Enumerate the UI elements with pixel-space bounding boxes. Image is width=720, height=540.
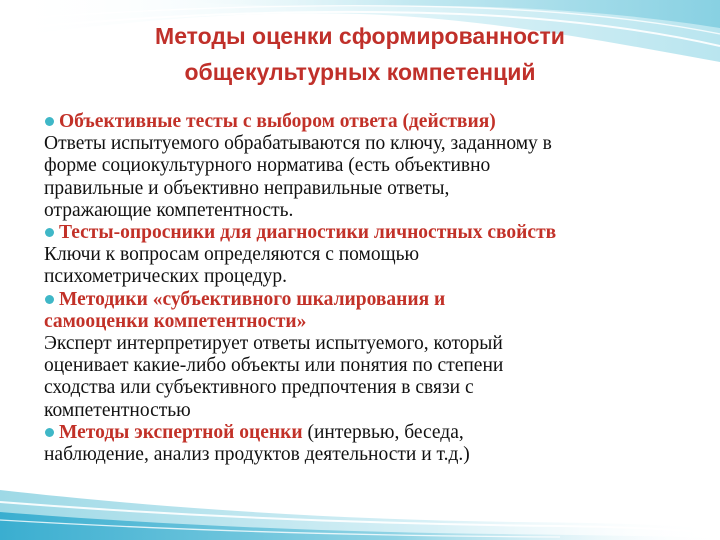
- item-heading: Методы экспертной оценки: [59, 421, 303, 443]
- item-heading: Тесты-опросники для диагностики личностных свойств: [59, 222, 557, 244]
- item-heading: самооценки компетентности»: [44, 310, 307, 332]
- bullet-icon: [45, 295, 54, 304]
- item-description-line: правильные и объективно неправильные ответы,: [44, 177, 450, 199]
- item-description-line: компетентностью: [44, 399, 191, 421]
- list-item: [44, 111, 694, 222]
- title-line: Методы оценки сформированности: [155, 23, 565, 49]
- item-heading: Методики «субъективного шкалирования и: [59, 288, 446, 310]
- item-description-line: Ответы испытуемого обрабатываются по ключу, заданному в: [44, 133, 552, 155]
- item-description-line: психометрических процедур.: [44, 266, 288, 288]
- bullet-icon: [45, 117, 54, 126]
- item-description-line: наблюдение, анализ продуктов деятельности и т.д.): [44, 444, 470, 466]
- list-item: [44, 222, 694, 289]
- item-description-line: Ключи к вопросам определяются с помощью: [44, 244, 420, 266]
- item-heading: Объективные тесты с выбором ответа (действия): [59, 111, 496, 132]
- bullet-icon: [45, 428, 54, 437]
- bullet-icon: [45, 228, 54, 237]
- item-description-line: сходства или субъективного предпочтения в связи с: [44, 377, 474, 399]
- item-description-line: оценивает какие-либо объекты или понятия по степени: [44, 355, 504, 377]
- title-line: общекультурных компетенций: [184, 59, 536, 85]
- list-item: [44, 422, 694, 466]
- item-heading-suffix: (интервью, беседа,: [302, 421, 464, 443]
- item-description-line: отражающие компетентность.: [44, 199, 294, 221]
- item-description-line: форме социокультурного норматива (есть объективно: [44, 155, 491, 177]
- item-description-line: Эксперт интерпретирует ответы испытуемого, который: [44, 333, 503, 355]
- slide-title: [60, 18, 660, 90]
- list-item: [44, 289, 694, 422]
- slide-body: [44, 111, 694, 466]
